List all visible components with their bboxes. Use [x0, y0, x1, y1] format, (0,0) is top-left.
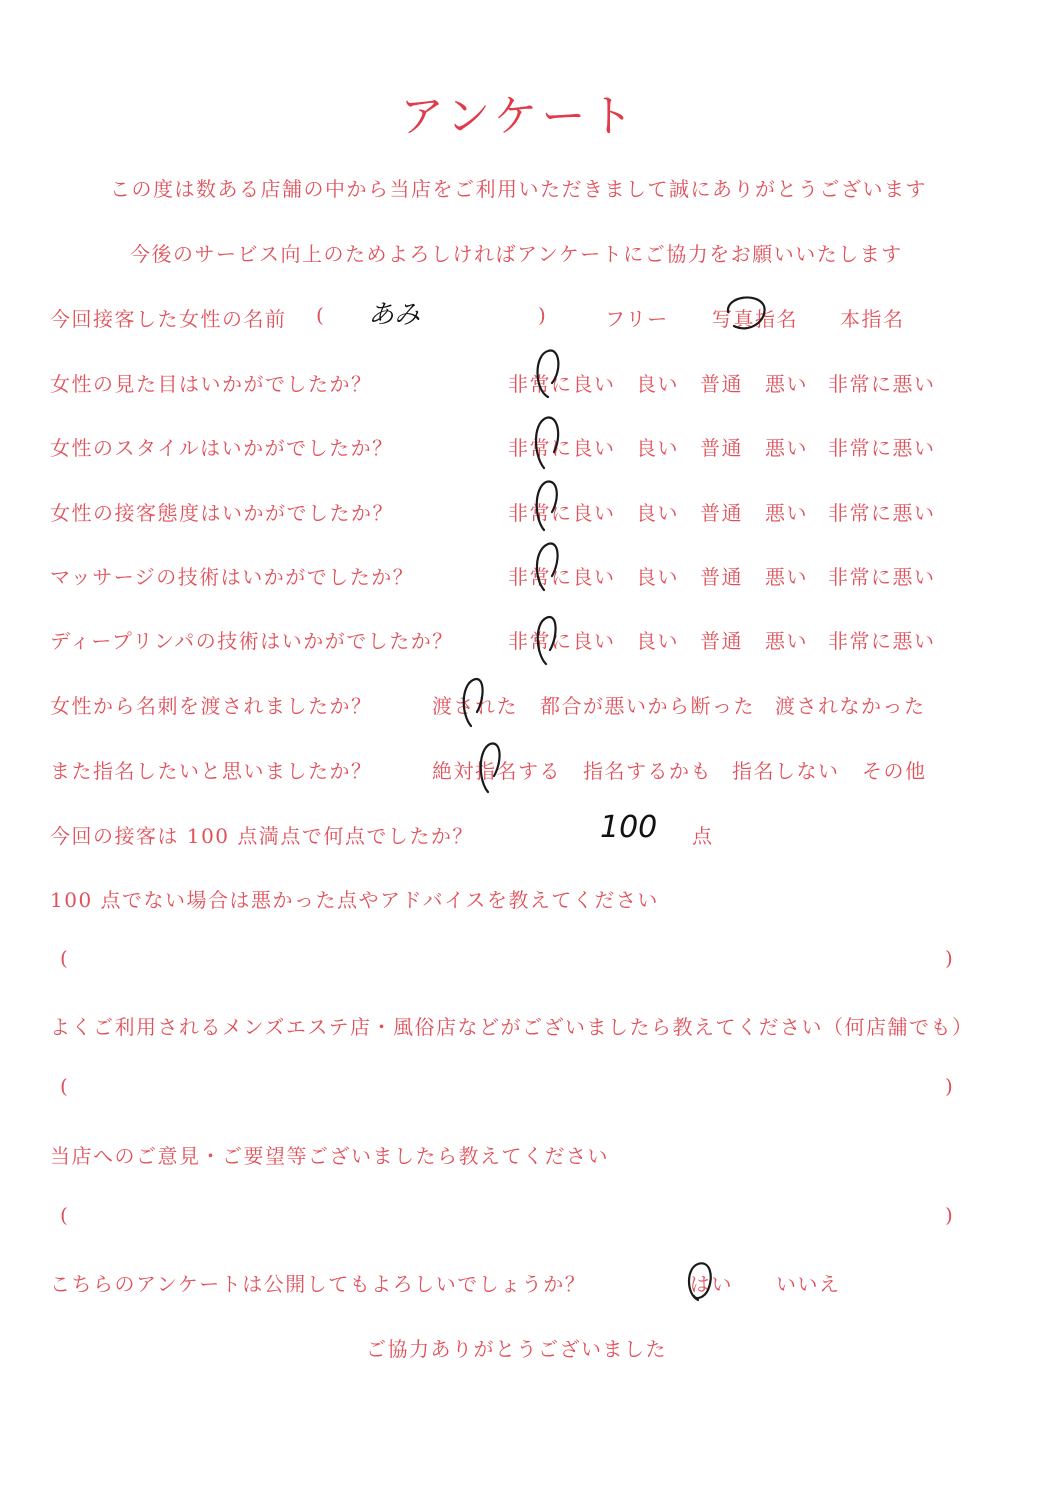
rating-option-very-good[interactable]: 非常に良い: [508, 629, 616, 653]
rating-question-deep-lymph: ディープリンパの技術はいかがでしたか？: [50, 629, 454, 653]
rating-option-average[interactable]: 普通: [700, 372, 743, 396]
score-unit: 点: [692, 824, 714, 848]
selection-circle-mark: [530, 538, 570, 598]
rating-question-massage: マッサージの技術はいかがでしたか？: [50, 565, 415, 589]
staff-name-field[interactable]: あみ: [368, 300, 421, 330]
publish-question: こちらのアンケートは公開してもよろしいでしょうか？: [50, 1272, 587, 1296]
name-open-paren: (: [316, 303, 326, 327]
shops-close-paren: ): [945, 1074, 955, 1098]
repeat-question: また指名したいと思いましたか？: [50, 759, 373, 783]
selection-circle-mark: [530, 476, 570, 536]
rating-option-bad[interactable]: 悪い: [765, 501, 808, 525]
score-field[interactable]: 100: [600, 810, 658, 845]
advice-answer-field[interactable]: [80, 944, 930, 974]
shops-open-paren: (: [60, 1074, 70, 1098]
card-option-not-received[interactable]: 渡されなかった: [775, 694, 926, 718]
option-photo-nomination[interactable]: 写真指名: [712, 307, 798, 331]
opinion-question: 当店へのご意見・ご要望等ございましたら教えてください: [50, 1144, 609, 1168]
rating-option-average[interactable]: 普通: [700, 629, 743, 653]
rating-option-very-bad[interactable]: 非常に悪い: [828, 436, 936, 460]
rating-option-bad[interactable]: 悪い: [765, 629, 808, 653]
opinion-close-paren: ): [945, 1203, 955, 1227]
rating-option-bad[interactable]: 悪い: [765, 436, 808, 460]
rating-question-attitude: 女性の接客態度はいかがでしたか？: [50, 501, 394, 525]
opinion-open-paren: (: [60, 1203, 70, 1227]
publish-option-yes[interactable]: はい: [690, 1272, 733, 1296]
selection-circle-mark: [530, 345, 570, 405]
option-free[interactable]: フリー: [605, 307, 669, 331]
rating-option-very-bad[interactable]: 非常に悪い: [828, 372, 936, 396]
card-option-declined[interactable]: 都合が悪いから断った: [540, 694, 755, 718]
rating-option-very-good[interactable]: 非常に良い: [508, 372, 616, 396]
selection-circle-mark: [684, 1258, 724, 1308]
card-question: 女性から名刺を渡されましたか？: [50, 694, 373, 718]
rating-option-average[interactable]: 普通: [700, 501, 743, 525]
repeat-option-other[interactable]: その他: [862, 759, 927, 783]
name-question: 今回接客した女性の名前: [50, 307, 287, 331]
closing-message: ご協力ありがとうございました: [366, 1337, 667, 1361]
rating-option-bad[interactable]: 悪い: [765, 372, 808, 396]
repeat-option-definitely[interactable]: 絶対指名する: [432, 759, 561, 783]
score-question: 今回の接客は 100 点満点で何点でしたか？: [50, 824, 474, 848]
selection-circle-mark: [472, 738, 512, 798]
rating-option-good[interactable]: 良い: [636, 436, 679, 460]
advice-close-paren: ): [945, 946, 955, 970]
shops-answer-field[interactable]: [80, 1072, 930, 1102]
option-main-nomination[interactable]: 本指名: [840, 307, 905, 331]
selection-circle-mark: [720, 290, 770, 340]
rating-option-very-bad[interactable]: 非常に悪い: [828, 501, 936, 525]
rating-option-good[interactable]: 良い: [636, 629, 679, 653]
rating-option-average[interactable]: 普通: [700, 565, 743, 589]
intro-line-1: この度は数ある店舗の中から当店をご利用いただきまして誠にありがとうございます: [110, 177, 927, 201]
intro-line-2: 今後のサービス向上のためよろしければアンケートにご協力をお願いいたします: [130, 242, 903, 266]
rating-option-good[interactable]: 良い: [636, 565, 679, 589]
card-option-received[interactable]: 渡された: [432, 694, 518, 718]
rating-question-style: 女性のスタイルはいかがでしたか？: [50, 436, 394, 460]
rating-option-average[interactable]: 普通: [700, 436, 743, 460]
selection-circle-mark: [530, 412, 570, 472]
publish-option-no[interactable]: いいえ: [776, 1272, 841, 1296]
rating-option-good[interactable]: 良い: [636, 501, 679, 525]
advice-open-paren: (: [60, 946, 70, 970]
shops-question: よくご利用されるメンズエステ店・風俗店などがございましたら教えてください（何店舗でも）: [50, 1015, 974, 1039]
rating-option-good[interactable]: 良い: [636, 372, 679, 396]
rating-question-appearance: 女性の見た目はいかがでしたか？: [50, 372, 373, 396]
rating-option-very-bad[interactable]: 非常に悪い: [828, 565, 936, 589]
rating-option-very-good[interactable]: 非常に良い: [508, 436, 616, 460]
rating-option-very-good[interactable]: 非常に良い: [508, 501, 616, 525]
selection-circle-mark: [530, 610, 570, 670]
opinion-answer-field[interactable]: [80, 1200, 930, 1230]
page-title: アンケート: [400, 91, 638, 142]
rating-option-very-bad[interactable]: 非常に悪い: [828, 629, 936, 653]
advice-question: 100 点でない場合は悪かった点やアドバイスを教えてください: [50, 888, 659, 912]
selection-circle-mark: [455, 672, 495, 732]
repeat-option-maybe[interactable]: 指名するかも: [583, 759, 712, 783]
rating-option-very-good[interactable]: 非常に良い: [508, 565, 616, 589]
repeat-option-no[interactable]: 指名しない: [732, 759, 840, 783]
rating-option-bad[interactable]: 悪い: [765, 565, 808, 589]
name-close-paren: ): [538, 303, 548, 327]
